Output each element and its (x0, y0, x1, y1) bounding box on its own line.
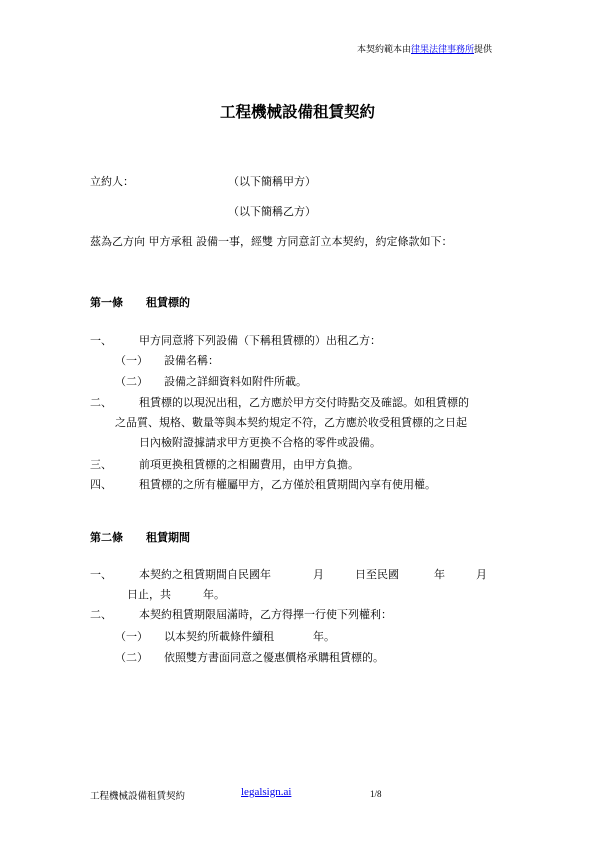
clause-text: 租賃標的之所有權屬甲方，乙方僅於租賃期間內享有使用權。 (139, 478, 436, 491)
page-number: 1/8 (370, 789, 382, 799)
month-label: 月 (313, 568, 324, 581)
clause-mark: 三、 (90, 458, 112, 471)
firm-link[interactable]: 律果法律事務所 (411, 45, 475, 55)
clause-text-continued: 日止，共 (127, 588, 171, 601)
header-suffix: 提供 (474, 45, 493, 55)
clause-text: 本契約之租賃期間自民國年 (139, 568, 271, 581)
party-b-note: （以下簡稱乙方） (228, 205, 316, 218)
party-a-note: （以下簡稱甲方） (228, 175, 316, 188)
article2-title: 租賃期間 (146, 531, 190, 544)
preamble: 茲為乙方向 甲方承租 設備一事，經雙 方同意訂立本契約，約定條款如下： (90, 235, 453, 248)
clause-text-continued: 日內檢附證據請求甲方更換不合格的零件或設備。 (139, 436, 381, 449)
header-prefix: 本契約範本由 (357, 45, 412, 55)
clause-text: 本契約租賃期限屆滿時，乙方得擇一行使下列權利： (139, 608, 392, 621)
sub-clause-mark: （二） (115, 651, 148, 664)
clause-mark: 二、 (90, 396, 112, 409)
footer-title: 工程機械設備租賃契約 (90, 791, 186, 802)
sub-clause-mark: （一） (115, 354, 148, 367)
sub-clause-text: 設備名稱： (164, 354, 219, 367)
clause-text-continued: 之品質、規格、數量等與本契約規定不符，乙方應於收受租賃標的之日起 (115, 416, 467, 429)
sub-clause-text: 以本契約所載條件續租 (164, 630, 274, 643)
article2-number: 第二條 (90, 531, 123, 544)
year-label: 年 (434, 568, 445, 581)
sub-clause-text: 依照雙方書面同意之優惠價格承購租賃標的。 (164, 651, 384, 664)
article1-number: 第一條 (90, 296, 123, 309)
clause-mark: 一、 (90, 334, 112, 347)
clause-text: 前項更換租賃標的之相關費用，由甲方負擔。 (139, 458, 359, 471)
sub-clause-mark: （一） (115, 630, 148, 643)
clause-mark: 二、 (90, 608, 112, 621)
clause-text: 甲方同意將下列設備（下稱租賃標的）出租乙方： (139, 334, 381, 347)
footer-link[interactable]: legalsign.ai (241, 786, 292, 798)
clause-text: 租賃標的以現況出租，乙方應於甲方交付時點交及確認。如租賃標的 (139, 396, 469, 409)
article1-title: 租賃標的 (146, 296, 190, 309)
sub-clause-mark: （二） (115, 375, 148, 388)
sub-clause-text: 設備之詳細資料如附件所載。 (164, 375, 307, 388)
month-label: 月 (476, 568, 487, 581)
year-label: 年。 (203, 588, 225, 601)
clause-mark: 一、 (90, 568, 112, 581)
signer-label: 立約人： (90, 175, 134, 188)
header-note (357, 42, 492, 55)
clause-text: 日至民國 (355, 568, 399, 581)
year-label: 年。 (313, 630, 335, 643)
document-title: 工程機械設備租賃契約 (219, 103, 375, 121)
clause-mark: 四、 (90, 478, 112, 491)
